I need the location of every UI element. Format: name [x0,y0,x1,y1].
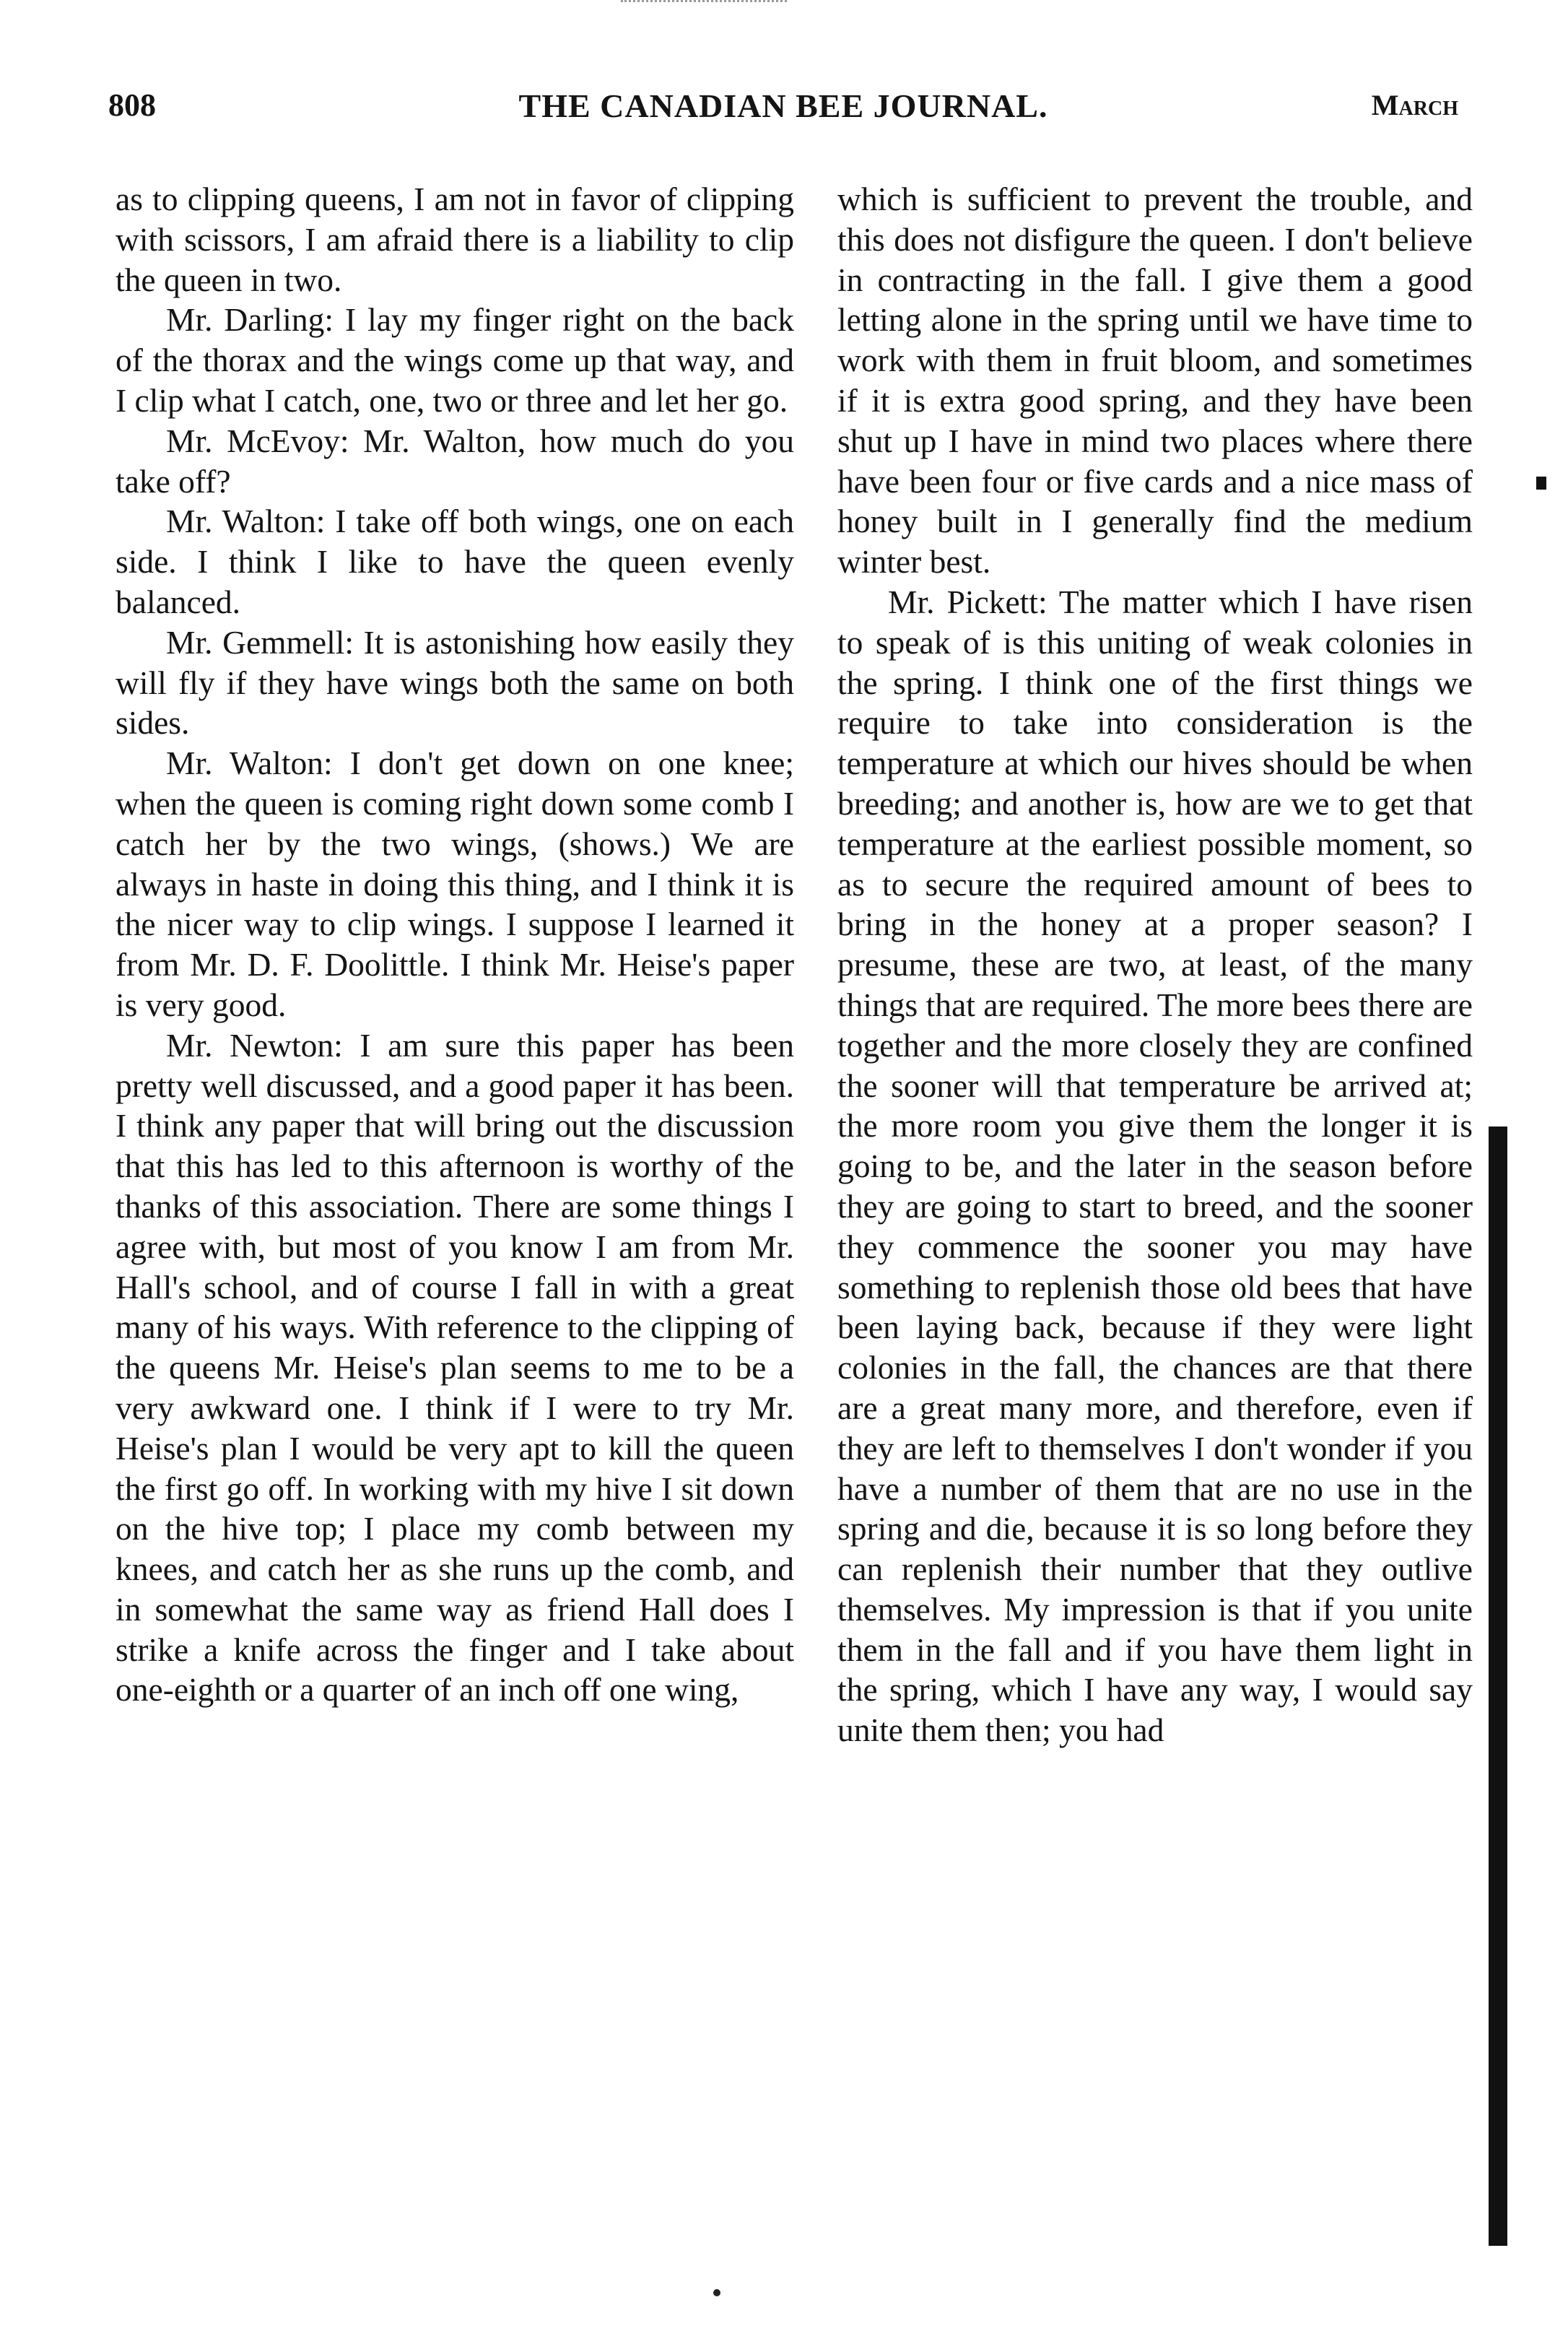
paragraph: as to clipping queens, I am not in favor of clipping with scissors, I am afraid there is a liability to clip the queen in two. [116,181,794,298]
left-column [116,179,794,1710]
paragraph: Mr. Pickett: The matter which I have risen to speak of is this uniting of weak colonies in the spring. I think one of the first things we require to take into consideration is the temperature at which our hives should be when breeding; and another is, how are we to get that temperature at the earliest possible moment, so as to secure the required amount of bees to bring in the honey at a proper season? I presume, these are two, at least, of the many things that are required. The more bees there are together and the more closely they are confined the sooner will that temperature be arrived at; the more room you give them the longer it is going to be, and the later in the season before they are going to start to breed, and the sooner they commence the sooner you may have something to replenish those old bees that have been laying back, because if they were light colonies in the fall, the chances are that there are a great many more, and therefore, even if they are left to themselves I don't wonder if you have a number of them that are no use in the spring and die, because it is so long before they can replenish their number that they outlive themselves. My impression is that if you unite them in the fall and if you have them light in the spring, which I have any way, I would say unite them then; you had [837,583,1473,1749]
scan-artifact-top [621,0,787,9]
paragraph: Mr. Darling: I lay my finger right on the back of the thorax and the wings come up that way, and I clip what I catch, one, two or three and let her go. [116,301,794,419]
paragraph: which is sufficient to prevent the trouble, and this does not disfigure the queen. I don't believe in contracting in the fall. I give them a good letting alone in the spring until we have time to work with them in fruit bloom, and sometimes if it is extra good spring, and they have been shut up I have in mind two places where there have been four or five cards and a nice mass of honey built in I generally find the medium winter best. [837,181,1473,581]
paragraph: Mr. Walton: I take off both wings, one on each side. I think I like to have the queen evenly balanced. [116,503,794,620]
page-number: 808 [108,87,156,123]
issue-month: March [1371,89,1458,121]
paragraph: Mr. McEvoy: Mr. Walton, how much do you take off? [116,422,794,500]
journal-title: THE CANADIAN BEE JOURNAL. [518,87,1048,124]
paragraph: Mr. Newton: I am sure this paper has been pretty well discussed, and a good paper it has been. I think any paper that will bring out the discussion that this has led to this afternoon is worthy of the thanks of this association. There are some things I agree with, but most of you know I am from Mr. Hall's school, and of course I fall in with a great many of his ways. With reference to the clipping of the queens Mr. Heise's plan seems to me to be a very awkward one. I think if I were to try Mr. Heise's plan I would be very apt to kill the queen the first go off. In working with my hive I sit down on the hive top; I place my comb between my knees, and catch her as she runs up the comb, and in somewhat the same way as friend Hall does I strike a knife across the finger and I take about one-eighth or a quarter of an inch off one wing, [116,1026,794,1709]
ink-dot [713,2289,720,2296]
margin-mark [1536,477,1546,490]
right-column [837,179,1473,1750]
scan-shadow-edge [1489,1127,1507,2246]
page-header [108,87,1458,144]
paragraph: Mr. Walton: I don't get down on one knee; when the queen is coming right down some comb I catch her by the two wings, (shows.) We are always in haste in doing this thing, and I think it is the nicer way to clip wings. I suppose I learned it from Mr. D. F. Doolittle. I think Mr. Heise's paper is very good. [116,745,794,1023]
paragraph: Mr. Gemmell: It is astonishing how easily they will fly if they have wings both the same on both sides. [116,623,794,742]
